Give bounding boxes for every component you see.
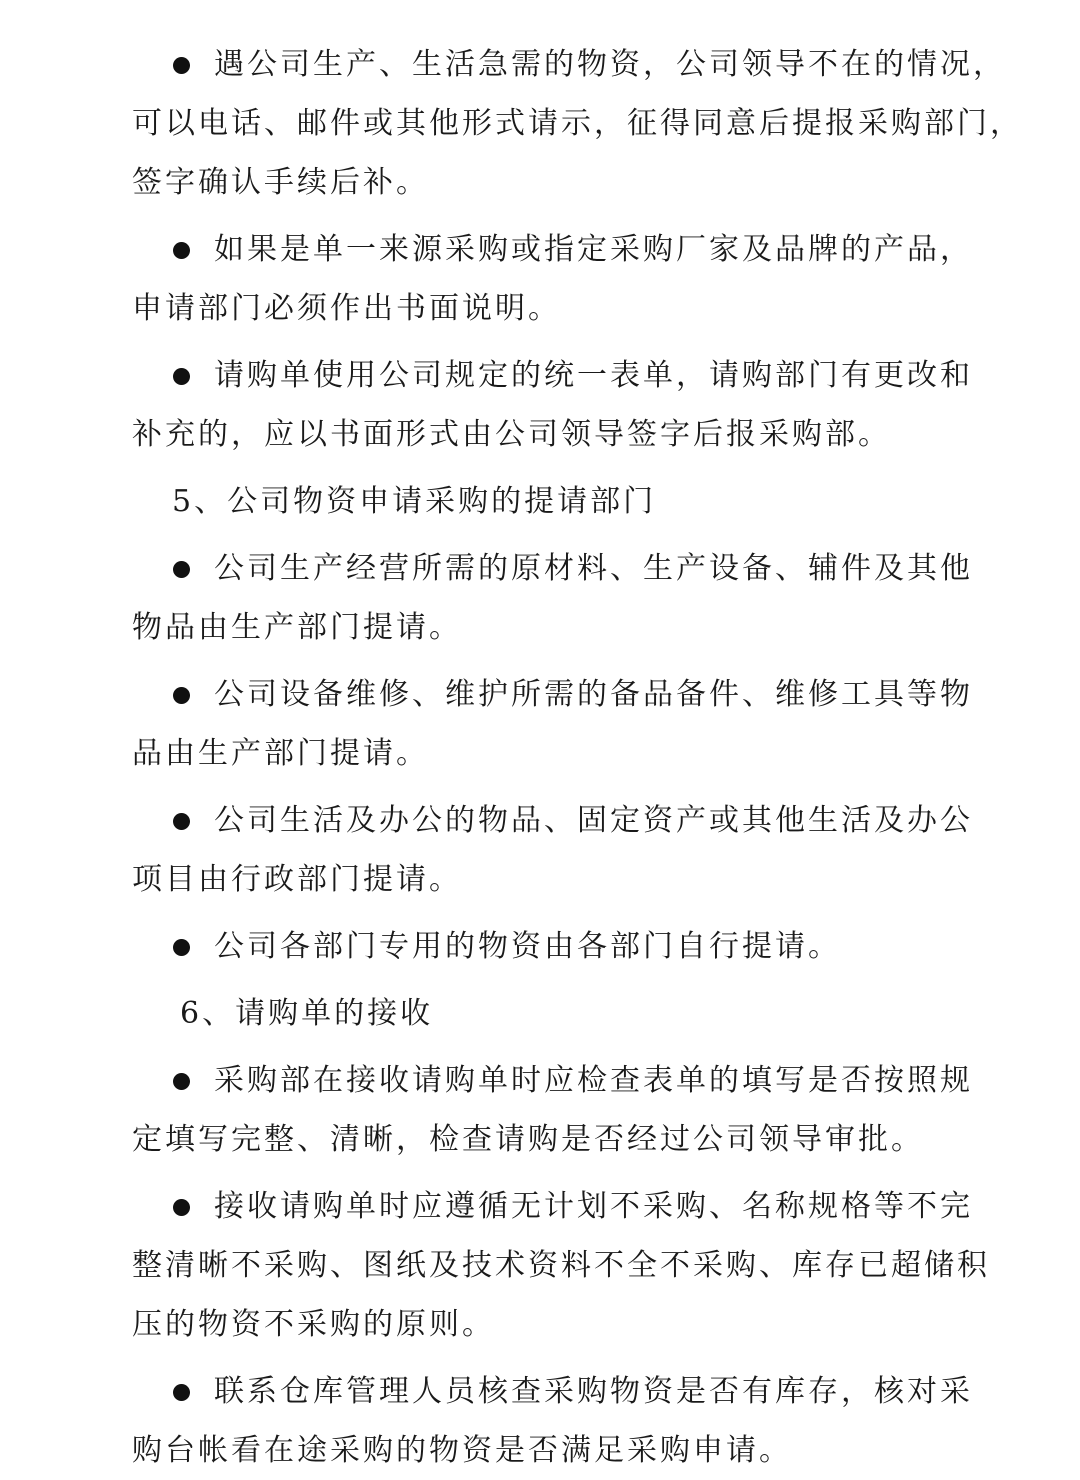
text-line: 补充的，应以书面形式由公司领导签字后报采购部。 [132, 417, 891, 452]
text-line: 整清晰不采购、图纸及技术资料不全不采购、库存已超储积 [132, 1248, 990, 1283]
bullet-item [0, 1362, 1080, 1480]
text-line: 公司设备维修、维护所需的备品备件、维修工具等物 [214, 677, 973, 712]
text-line: 定填写完整、清晰，检查请购是否经过公司领导审批。 [132, 1122, 924, 1157]
text-line: 遇公司生产、生活急需的物资，公司领导不在的情况， [214, 47, 1006, 82]
text-line: 物品由生产部门提请。 [132, 610, 462, 645]
bullet-item [0, 665, 1080, 783]
text-line: 采购部在接收请购单时应检查表单的填写是否按照规 [214, 1063, 973, 1098]
bullet-dot-icon [173, 813, 190, 830]
bullet-dot-icon [173, 939, 190, 956]
bullet-dot-icon [173, 561, 190, 578]
text-line: 品由生产部门提请。 [132, 736, 429, 771]
bullet-dot-icon [173, 368, 190, 385]
bullet-item [0, 917, 1080, 976]
bullet-item [0, 539, 1080, 657]
text-line: 联系仓库管理人员核查采购物资是否有库存，核对采 [214, 1374, 973, 1409]
section-heading: 6、请购单的接收 [180, 996, 434, 1031]
bullet-dot-icon [173, 57, 190, 74]
bullet-item [0, 35, 1080, 212]
bullet-item [0, 1051, 1080, 1169]
text-line: 如果是单一来源采购或指定采购厂家及品牌的产品， [214, 232, 973, 267]
document-body [0, 35, 1080, 1480]
bullet-dot-icon [173, 242, 190, 259]
text-line: 签字确认手续后补。 [132, 165, 429, 200]
bullet-item [0, 346, 1080, 464]
text-line: 请购单使用公司规定的统一表单，请购部门有更改和 [214, 358, 973, 393]
text-line: 压的物资不采购的原则。 [132, 1307, 495, 1342]
text-line: 购台帐看在途采购的物资是否满足采购申请。 [132, 1433, 792, 1468]
bullet-dot-icon [173, 687, 190, 704]
section-heading: 5、公司物资申请采购的提请部门 [172, 484, 657, 519]
text-line: 公司生活及办公的物品、固定资产或其他生活及办公 [214, 803, 973, 838]
bullet-dot-icon [173, 1384, 190, 1401]
text-line: 申请部门必须作出书面说明。 [132, 291, 561, 326]
bullet-dot-icon [173, 1199, 190, 1216]
text-line: 公司各部门专用的物资由各部门自行提请。 [214, 929, 841, 964]
text-line: 项目由行政部门提请。 [132, 862, 462, 897]
bullet-dot-icon [173, 1073, 190, 1090]
text-line: 公司生产经营所需的原材料、生产设备、辅件及其他 [214, 551, 973, 586]
text-line: 可以电话、邮件或其他形式请示，征得同意后提报采购部门， [132, 106, 1023, 141]
bullet-item [0, 220, 1080, 338]
text-line: 接收请购单时应遵循无计划不采购、名称规格等不完 [214, 1189, 973, 1224]
bullet-item [0, 1177, 1080, 1354]
bullet-item [0, 791, 1080, 909]
